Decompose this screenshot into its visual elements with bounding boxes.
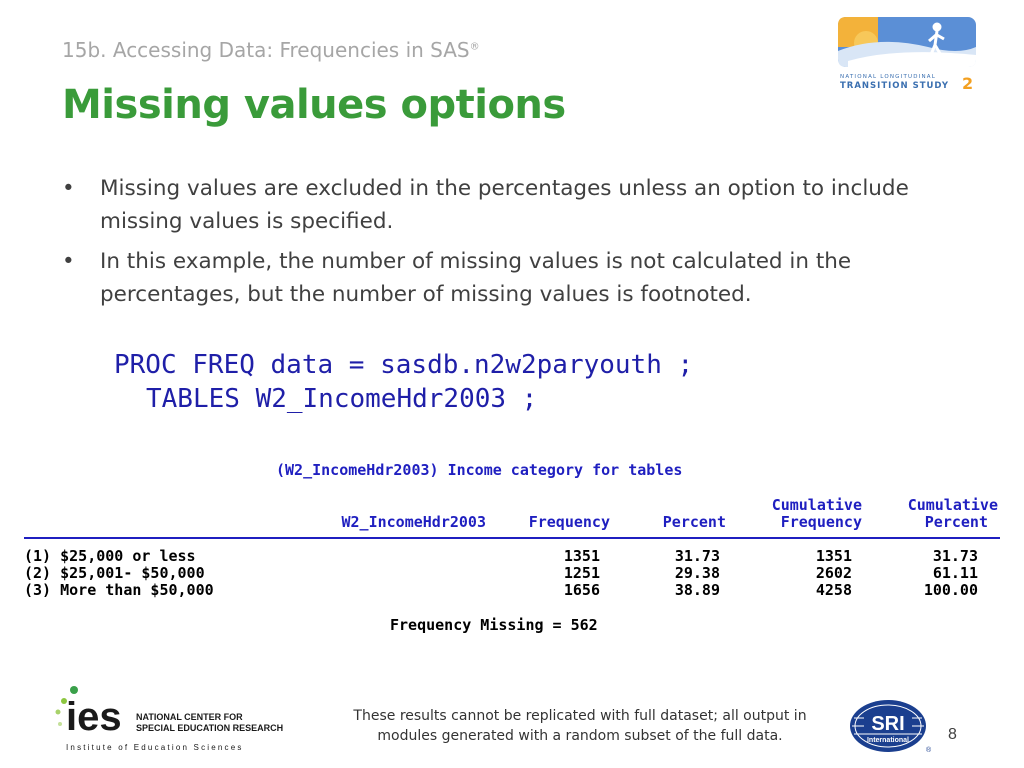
table-cell-cumfreq: 4258 (815, 581, 852, 599)
sri-sub: International (866, 737, 910, 744)
ies-wordmark: ies (66, 695, 122, 739)
sas-output-title: (W2_IncomeHdr2003) Income category for tables (276, 461, 683, 479)
ies-tagline: Institute of Education Sciences (66, 743, 244, 752)
bullet-list (62, 172, 932, 318)
slide-title: Missing values options (62, 82, 566, 128)
sri-logo (848, 698, 934, 754)
page-number: 8 (948, 726, 957, 743)
table-cell-cumfreq: 1351 (815, 547, 852, 565)
code-line-2: TABLES W2_IncomeHdr2003 ; (146, 384, 538, 414)
nlts-num: 2 (962, 74, 974, 91)
table-cell-frequency: 1351 (563, 547, 600, 565)
bullet-text: In this example, the number of missing values is not calculated in the percentages, but the number of missing values is footnoted. (100, 249, 852, 307)
table-cell-cumpct: 100.00 (923, 581, 978, 599)
col-header-frequency: Frequency (528, 513, 610, 531)
table-row-label: (3) More than $50,000 (24, 581, 214, 599)
table-cell-percent: 38.89 (674, 581, 720, 599)
registered-mark: ® (469, 41, 480, 53)
col-header-cumpct-1: Cumulative (907, 496, 998, 514)
slide-subtitle (62, 38, 480, 62)
nlts2-logo (838, 17, 976, 91)
col-header-percent: Percent (662, 513, 726, 531)
col-header-cumfreq-1: Cumulative (771, 496, 862, 514)
ies-logo (52, 684, 302, 756)
nlts-line2: TRANSITION STUDY (840, 81, 949, 91)
table-cell-cumfreq: 2602 (815, 564, 852, 582)
ies-line1: NATIONAL CENTER FOR (136, 712, 243, 722)
sri-wordmark: SRI (871, 713, 905, 735)
bullet-item (62, 172, 932, 238)
table-cell-percent: 31.73 (674, 547, 720, 565)
table-cell-frequency: 1251 (563, 564, 600, 582)
table-cell-cumpct: 61.11 (932, 564, 978, 582)
table-row-label: (1) $25,000 or less (24, 547, 196, 565)
col-header-cumfreq-2: Frequency (780, 513, 862, 531)
table-cell-cumpct: 31.73 (932, 547, 978, 565)
bullet-dot: • (62, 176, 75, 201)
table-cell-frequency: 1656 (563, 581, 600, 599)
table-rule (24, 537, 1000, 539)
col-header-variable: W2_IncomeHdr2003 (341, 513, 486, 531)
col-header-cumpct-2: Percent (924, 513, 988, 531)
table-cell-percent: 29.38 (674, 564, 720, 582)
bullet-dot: • (62, 249, 75, 274)
ies-line2: SPECIAL EDUCATION RESEARCH (136, 723, 284, 733)
sri-mark: ® (926, 747, 932, 754)
nlts-line1: NATIONAL LONGITUDINAL (840, 74, 937, 80)
footnote: These results cannot be replicated with full dataset; all output in modules generated with a random subset of the full data. (353, 708, 807, 744)
table-row-label: (2) $25,001- $50,000 (24, 564, 205, 582)
subtitle-text: 15b. Accessing Data: Frequencies in SAS (62, 38, 470, 62)
bullet-item (62, 245, 932, 311)
code-line-1: PROC FREQ data = sasdb.n2w2paryouth ; (114, 350, 694, 380)
frequency-missing-note: Frequency Missing = 562 (390, 616, 598, 634)
bullet-text: Missing values are excluded in the percentages unless an option to include missing values is specified. (100, 176, 909, 234)
